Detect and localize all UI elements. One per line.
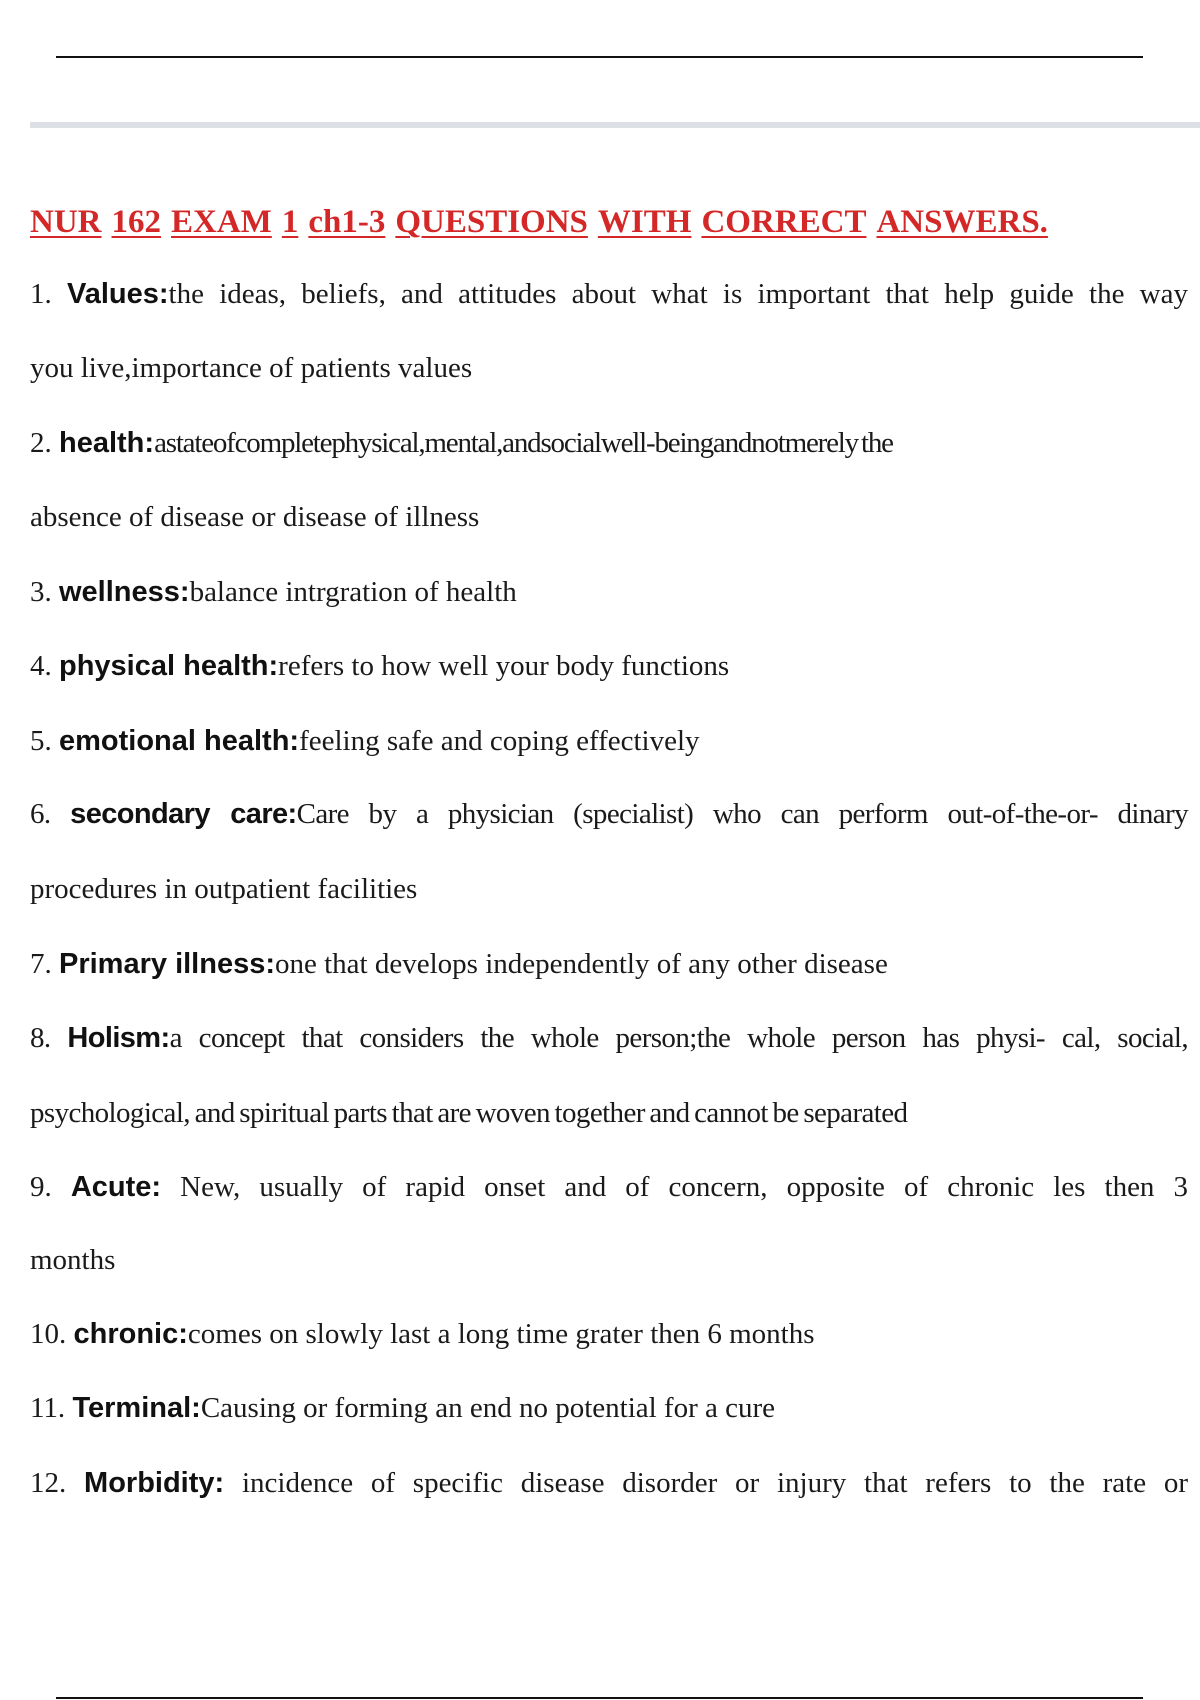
item-number: 3. [30,576,52,608]
item-number: 7. [30,948,52,980]
item-definition: Care by a physician (specialist) who can perform out-of-the-or- dinary [296,798,1188,830]
title-word: QUESTIONS [395,204,588,240]
item-definition: psychological, and spiritual parts that are woven together and cannot be separated [30,1097,908,1129]
item-term: secondary care: [70,798,297,830]
item-continuation [30,1240,115,1280]
item-definition: months [30,1244,116,1276]
item-number: 11. [30,1392,66,1424]
item-definition: astateofcompletephysical,mental,andsocialwell-beingandnotmerely the [154,427,893,459]
item-term: chronic: [73,1318,188,1350]
item-number: 9. [30,1171,52,1203]
list-item [30,274,1188,314]
list-item [30,646,729,686]
list-item [30,1314,815,1354]
list-item [30,794,1188,834]
item-term: health: [59,427,155,459]
item-definition: procedures in outpatient facilities [30,873,418,905]
list-item [30,1018,1188,1058]
item-term: Values: [66,278,169,310]
item-number: 5. [30,725,52,757]
item-definition: Causing or forming an end no potential for a cure [200,1392,776,1424]
item-number: 4. [30,650,52,682]
title-word: ANSWERS. [876,204,1048,240]
list-item [30,1388,775,1428]
item-definition: the ideas, beliefs, and attitudes about what is important that help guide the way [168,278,1188,310]
document-title [30,202,1048,242]
item-term: Acute: [70,1171,162,1203]
item-term: physical health: [59,650,279,682]
title-word: NUR [30,204,102,240]
list-item [30,1463,1188,1503]
header-divider [30,122,1200,128]
item-definition: absence of disease or disease of illness [30,501,480,533]
title-word: CORRECT [701,204,867,240]
title-word: EXAM [171,204,272,240]
item-number: 2. [30,427,52,459]
item-definition: feeling safe and coping effectively [299,725,700,757]
item-term: emotional health: [59,725,300,757]
item-term: wellness: [59,576,190,608]
title-word: WITH [597,204,692,240]
item-definition: a concept that considers the whole person;the whole person has physi- cal, social, [169,1022,1189,1054]
title-word: 162 [111,204,161,240]
title-word: 1 [281,204,299,240]
list-item [30,944,888,984]
item-definition: comes on slowly last a long time grater then 6 months [187,1318,815,1350]
item-term: Morbidity: [84,1467,225,1499]
top-rule [56,56,1143,58]
item-continuation [30,869,417,909]
item-definition: you live,importance of patients values [30,352,473,384]
list-item [30,423,893,463]
item-number: 8. [30,1022,51,1054]
item-term: Primary illness: [59,948,275,980]
list-item [30,572,517,612]
item-definition: balance intrgration of health [189,576,517,608]
list-item [30,721,700,761]
item-continuation [30,348,472,388]
bottom-rule [56,1697,1143,1699]
list-item [30,1167,1188,1207]
item-number: 1. [30,278,52,310]
item-continuation [30,1093,907,1133]
item-definition: New, usually of rapid onset and of concern, opposite of chronic les then 3 [180,1171,1189,1203]
item-continuation [30,497,479,537]
item-number: 10. [30,1318,67,1350]
title-word: ch1-3 [308,204,386,240]
item-term: Holism: [67,1022,170,1054]
item-number: 12. [30,1467,67,1499]
item-definition: incidence of specific disease disorder or injury that refers to the rate or [241,1467,1189,1499]
item-definition: refers to how well your body functions [278,650,730,682]
item-number: 6. [30,798,51,830]
item-term: Terminal: [72,1392,201,1424]
item-definition: one that develops independently of any other disease [275,948,888,980]
